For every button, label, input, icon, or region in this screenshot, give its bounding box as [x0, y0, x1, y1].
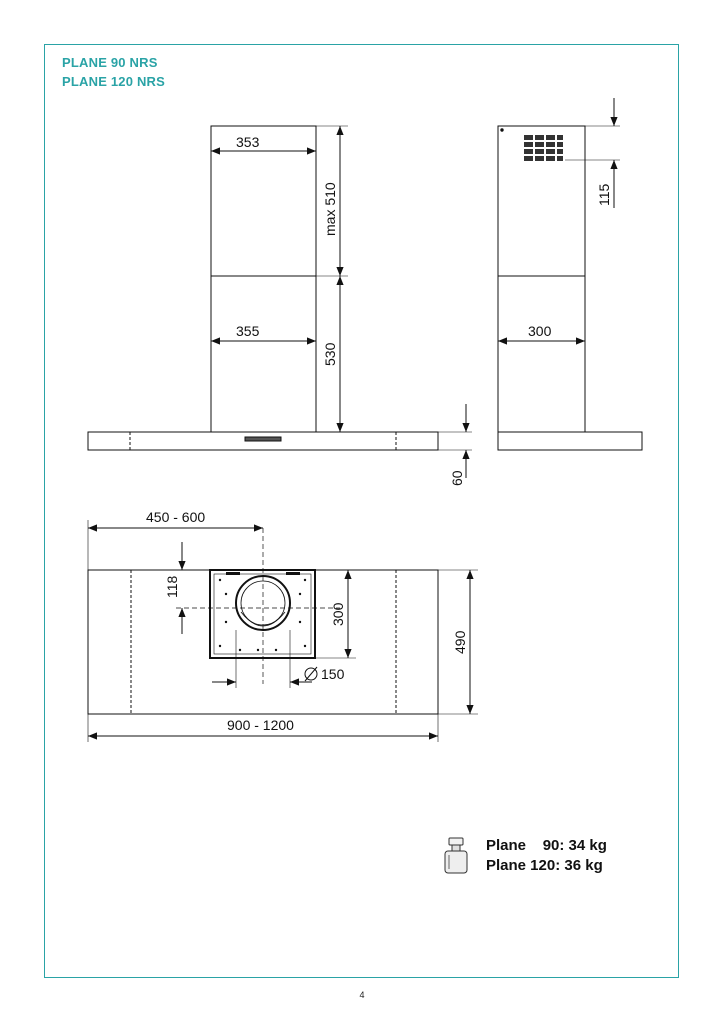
front-lower-chimney [211, 276, 316, 432]
front-upper-chimney [211, 126, 316, 276]
dim-top-width-range: 900 - 1200 [227, 717, 294, 733]
dim-front-lower-height: 530 [322, 342, 338, 366]
model-title-90: PLANE 90 NRS [62, 55, 158, 70]
dim-front-upper-width: 353 [236, 134, 260, 150]
dim-top-offset-range: 450 - 600 [146, 509, 206, 525]
model-title-120: PLANE 120 NRS [62, 74, 166, 89]
top-view [88, 520, 478, 742]
side-lower-chimney [498, 276, 585, 432]
dim-top-hole-diameter: 150 [321, 666, 345, 682]
front-view [88, 126, 472, 478]
weight-plane-90: Plane 90: 34 kg [486, 837, 607, 854]
dim-canopy-thickness: 60 [449, 470, 465, 486]
top-chimney-base [210, 570, 315, 658]
dim-front-upper-height: max 510 [322, 182, 338, 236]
dim-front-lower-width: 355 [236, 323, 260, 339]
dim-top-chimney-depth: 300 [330, 602, 346, 626]
weight-icon [441, 836, 471, 876]
side-view [498, 98, 642, 450]
weight-info [486, 836, 607, 876]
side-upper-chimney [498, 126, 585, 276]
weight-plane-120: Plane 120: 36 kg [486, 857, 603, 874]
side-vent-grille [524, 135, 563, 161]
page-number: 4 [359, 990, 365, 1000]
side-canopy [498, 432, 642, 450]
dim-top-hole-offset: 118 [164, 575, 180, 598]
dim-side-vent-offset: 115 [596, 183, 612, 206]
dim-top-depth: 490 [452, 630, 468, 654]
dim-side-depth: 300 [528, 323, 552, 339]
control-panel [245, 437, 281, 441]
